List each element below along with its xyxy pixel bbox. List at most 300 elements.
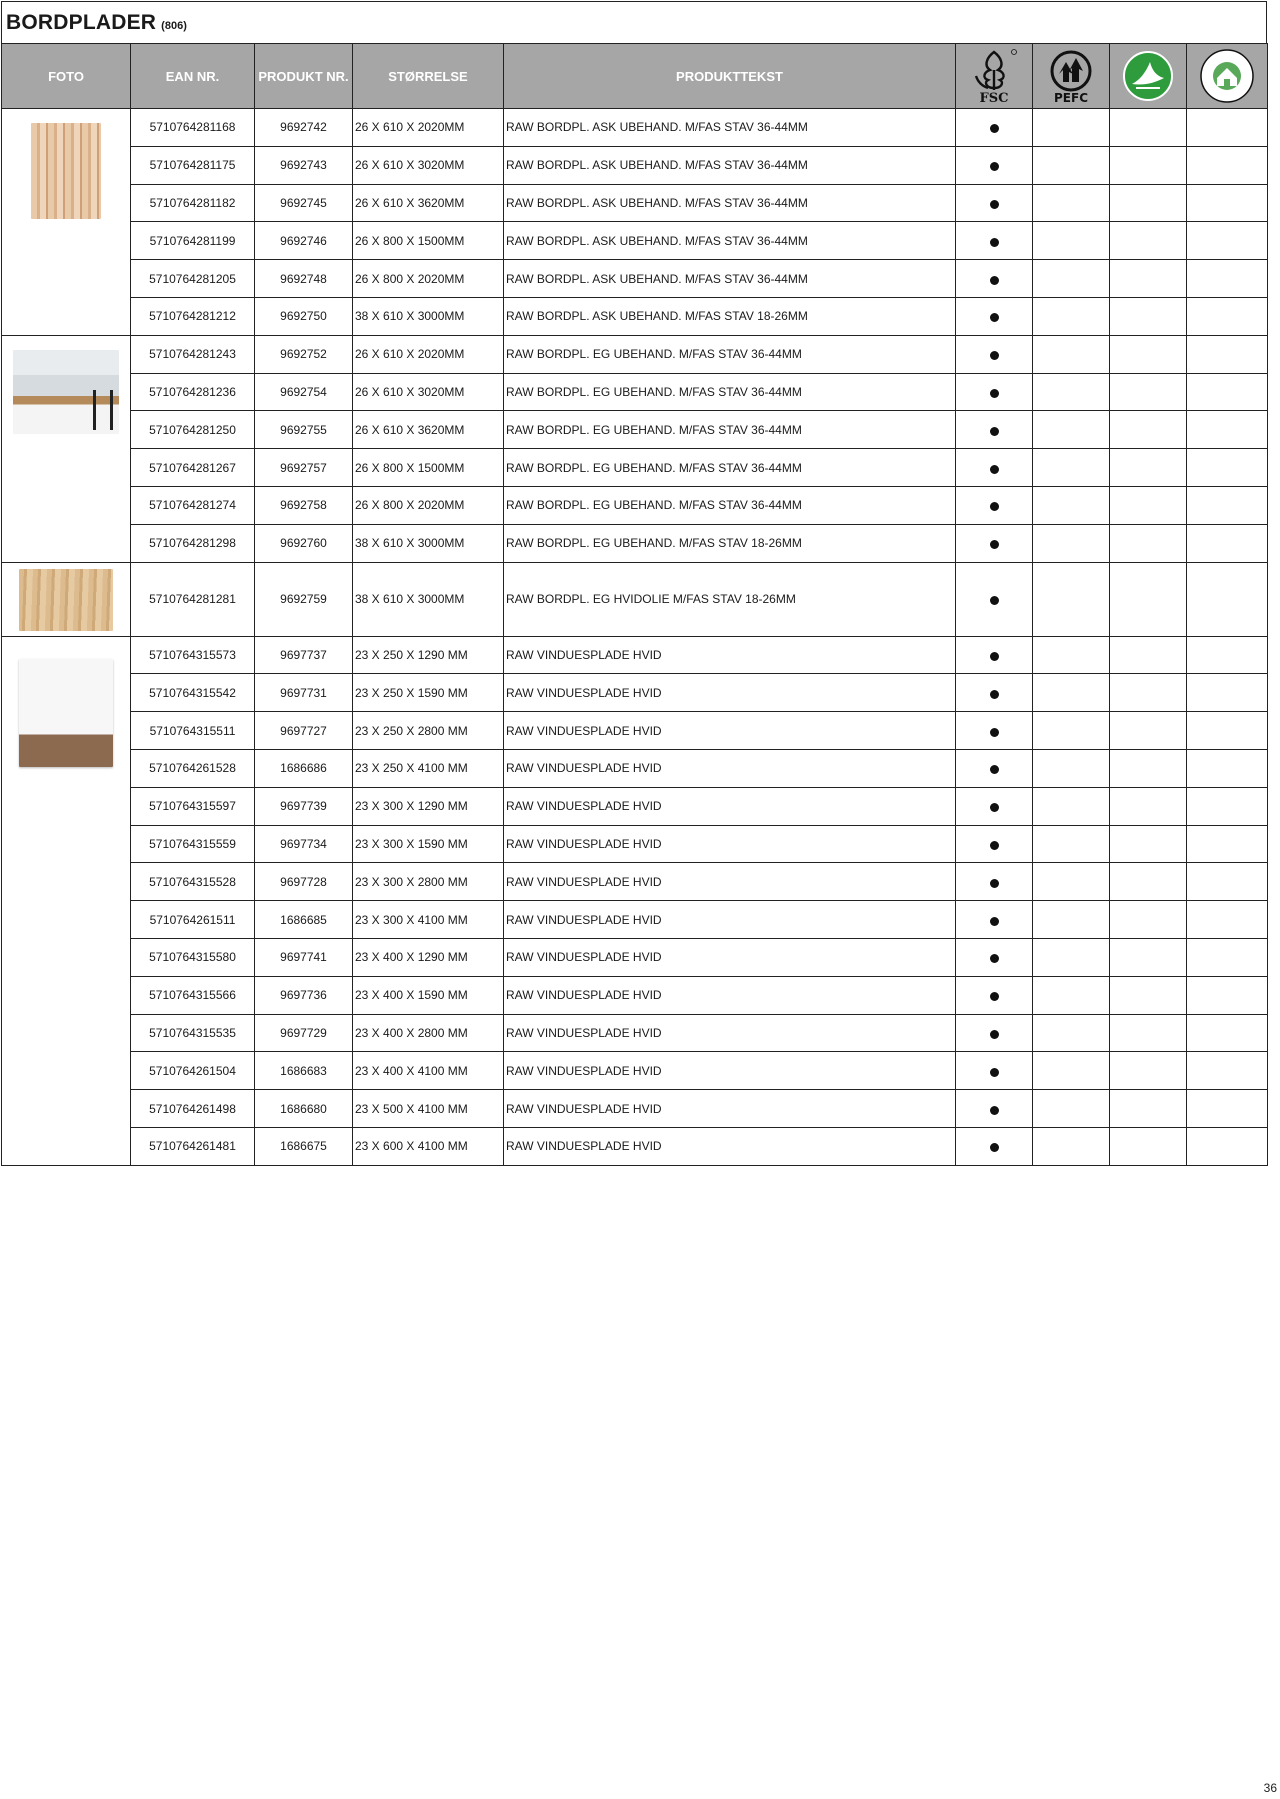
fsc-cell xyxy=(956,184,1033,222)
size-cell: 38 X 610 X 3000MM xyxy=(353,297,504,335)
produkt-nr-cell: 9692757 xyxy=(255,449,353,487)
fsc-cell xyxy=(956,449,1033,487)
produkttekst-cell: RAW VINDUESPLADE HVID xyxy=(504,825,956,863)
page-number: 36 xyxy=(1263,1781,1277,1795)
table-row xyxy=(2,297,1268,335)
size-cell: 23 X 600 X 4100 MM xyxy=(353,1127,504,1165)
nordic-swan-logo-icon xyxy=(1122,50,1174,102)
produkttekst-cell: RAW BORDPL. EG UBEHAND. M/FAS STAV 36-44MM xyxy=(504,411,956,449)
ean-cell: 5710764281243 xyxy=(131,335,255,373)
fsc-certified-dot-icon xyxy=(990,313,999,322)
pefc-cell xyxy=(1033,749,1110,787)
climate-cell xyxy=(1187,222,1268,260)
pefc-cell xyxy=(1033,146,1110,184)
produkt-nr-cell: 9697739 xyxy=(255,787,353,825)
size-cell: 23 X 300 X 1590 MM xyxy=(353,825,504,863)
pefc-cell xyxy=(1033,524,1110,562)
fsc-cell xyxy=(956,938,1033,976)
fsc-cell xyxy=(956,1014,1033,1052)
fsc-cell xyxy=(956,411,1033,449)
size-cell: 23 X 250 X 1290 MM xyxy=(353,636,504,674)
produkt-nr-cell: 1686686 xyxy=(255,749,353,787)
size-cell: 23 X 250 X 1590 MM xyxy=(353,674,504,712)
swan-cell xyxy=(1110,260,1187,298)
climate-cell xyxy=(1187,901,1268,939)
produkt-nr-cell: 9697728 xyxy=(255,863,353,901)
fsc-cell xyxy=(956,901,1033,939)
ean-cell: 5710764281298 xyxy=(131,524,255,562)
fsc-cell xyxy=(956,562,1033,636)
climate-cell xyxy=(1187,674,1268,712)
produkt-nr-cell: 9697731 xyxy=(255,674,353,712)
ean-cell: 5710764315542 xyxy=(131,674,255,712)
swan-cell xyxy=(1110,901,1187,939)
fsc-certified-dot-icon xyxy=(990,124,999,133)
swan-cell xyxy=(1110,976,1187,1014)
climate-cell xyxy=(1187,562,1268,636)
produkttekst-cell: RAW VINDUESPLADE HVID xyxy=(504,787,956,825)
ean-cell: 5710764281182 xyxy=(131,184,255,222)
fsc-cell xyxy=(956,335,1033,373)
eg-kitchen-photo xyxy=(13,350,119,434)
produkt-nr-cell: 9692758 xyxy=(255,486,353,524)
ean-cell: 5710764281236 xyxy=(131,373,255,411)
climate-cell xyxy=(1187,1090,1268,1128)
fsc-certified-dot-icon xyxy=(990,389,999,398)
foto-cell xyxy=(2,636,131,1165)
pefc-cell xyxy=(1033,787,1110,825)
climate-cell xyxy=(1187,825,1268,863)
fsc-certified-dot-icon xyxy=(990,1068,999,1077)
product-table xyxy=(1,43,1268,1166)
swan-cell xyxy=(1110,938,1187,976)
table-row xyxy=(2,373,1268,411)
fsc-certified-dot-icon xyxy=(990,841,999,850)
ean-cell: 5710764281199 xyxy=(131,222,255,260)
swan-cell xyxy=(1110,1090,1187,1128)
produkttekst-cell: RAW VINDUESPLADE HVID xyxy=(504,636,956,674)
climate-cell xyxy=(1187,486,1268,524)
ean-cell: 5710764281267 xyxy=(131,449,255,487)
ean-cell: 5710764261481 xyxy=(131,1127,255,1165)
climate-cell xyxy=(1187,335,1268,373)
table-row xyxy=(2,674,1268,712)
fsc-cell xyxy=(956,636,1033,674)
fsc-certified-dot-icon xyxy=(990,200,999,209)
pefc-cell xyxy=(1033,976,1110,1014)
swan-cell xyxy=(1110,562,1187,636)
fsc-cell xyxy=(956,1052,1033,1090)
swan-cell xyxy=(1110,184,1187,222)
fsc-certified-dot-icon xyxy=(990,1143,999,1152)
table-row xyxy=(2,562,1268,636)
table-row xyxy=(2,712,1268,750)
table-row xyxy=(2,636,1268,674)
fsc-cell xyxy=(956,222,1033,260)
indoor-climate-label-icon xyxy=(1199,48,1255,104)
produkt-nr-cell: 9692754 xyxy=(255,373,353,411)
fsc-certified-dot-icon xyxy=(990,690,999,699)
size-cell: 26 X 610 X 2020MM xyxy=(353,109,504,147)
table-row xyxy=(2,411,1268,449)
swan-cell xyxy=(1110,109,1187,147)
fsc-cell xyxy=(956,825,1033,863)
header-pefc xyxy=(1033,44,1110,109)
fsc-certified-dot-icon xyxy=(990,879,999,888)
ean-cell: 5710764281281 xyxy=(131,562,255,636)
swan-cell xyxy=(1110,373,1187,411)
ean-cell: 5710764315528 xyxy=(131,863,255,901)
pefc-cell xyxy=(1033,411,1110,449)
pefc-cell xyxy=(1033,222,1110,260)
fsc-certified-dot-icon xyxy=(990,162,999,171)
size-cell: 26 X 800 X 1500MM xyxy=(353,222,504,260)
climate-cell xyxy=(1187,976,1268,1014)
ean-cell: 5710764281175 xyxy=(131,146,255,184)
produkt-nr-cell: 9692750 xyxy=(255,297,353,335)
header-climate xyxy=(1187,44,1268,109)
pefc-cell xyxy=(1033,1052,1110,1090)
fsc-cell xyxy=(956,712,1033,750)
size-cell: 23 X 400 X 1290 MM xyxy=(353,938,504,976)
ean-cell: 5710764315580 xyxy=(131,938,255,976)
table-row xyxy=(2,449,1268,487)
climate-cell xyxy=(1187,1127,1268,1165)
pefc-cell xyxy=(1033,486,1110,524)
pefc-cell xyxy=(1033,109,1110,147)
produkt-nr-cell: 9692745 xyxy=(255,184,353,222)
svg-text:FSC: FSC xyxy=(979,91,1009,104)
produkttekst-cell: RAW BORDPL. EG UBEHAND. M/FAS STAV 36-44MM xyxy=(504,335,956,373)
pefc-cell xyxy=(1033,184,1110,222)
table-row xyxy=(2,184,1268,222)
fsc-certified-dot-icon xyxy=(990,954,999,963)
fsc-cell xyxy=(956,674,1033,712)
swan-cell xyxy=(1110,674,1187,712)
pefc-cell xyxy=(1033,1090,1110,1128)
size-cell: 26 X 610 X 3620MM xyxy=(353,411,504,449)
header-ean: EAN NR. xyxy=(131,44,255,109)
climate-cell xyxy=(1187,297,1268,335)
swan-cell xyxy=(1110,1052,1187,1090)
header-swan xyxy=(1110,44,1187,109)
swan-cell xyxy=(1110,297,1187,335)
fsc-certified-dot-icon xyxy=(990,652,999,661)
produkt-nr-cell: 9697734 xyxy=(255,825,353,863)
fsc-cell xyxy=(956,260,1033,298)
header-row xyxy=(2,44,1268,109)
climate-cell xyxy=(1187,449,1268,487)
produkt-nr-cell: 9692742 xyxy=(255,109,353,147)
ean-cell: 5710764315559 xyxy=(131,825,255,863)
size-cell: 23 X 250 X 4100 MM xyxy=(353,749,504,787)
fsc-cell xyxy=(956,863,1033,901)
table-row xyxy=(2,109,1268,147)
pefc-cell xyxy=(1033,373,1110,411)
swan-cell xyxy=(1110,863,1187,901)
produkt-nr-cell: 9697737 xyxy=(255,636,353,674)
pefc-cell xyxy=(1033,674,1110,712)
size-cell: 38 X 610 X 3000MM xyxy=(353,562,504,636)
climate-cell xyxy=(1187,184,1268,222)
table-row xyxy=(2,1052,1268,1090)
table-row xyxy=(2,749,1268,787)
fsc-cell xyxy=(956,486,1033,524)
table-row xyxy=(2,825,1268,863)
header-produkttekst: PRODUKTTEKST xyxy=(504,44,956,109)
ean-cell: 5710764281205 xyxy=(131,260,255,298)
climate-cell xyxy=(1187,146,1268,184)
size-cell: 26 X 800 X 1500MM xyxy=(353,449,504,487)
pefc-cell xyxy=(1033,562,1110,636)
swan-cell xyxy=(1110,524,1187,562)
produkt-nr-cell: 9692759 xyxy=(255,562,353,636)
size-cell: 26 X 610 X 2020MM xyxy=(353,335,504,373)
fsc-certified-dot-icon xyxy=(990,238,999,247)
climate-cell xyxy=(1187,938,1268,976)
produkttekst-cell: RAW VINDUESPLADE HVID xyxy=(504,1090,956,1128)
produkt-nr-cell: 9697729 xyxy=(255,1014,353,1052)
produkt-nr-cell: 9692752 xyxy=(255,335,353,373)
produkttekst-cell: RAW BORDPL. EG UBEHAND. M/FAS STAV 36-44MM xyxy=(504,449,956,487)
pefc-cell xyxy=(1033,449,1110,487)
ean-cell: 5710764315566 xyxy=(131,976,255,1014)
produkt-nr-cell: 9697727 xyxy=(255,712,353,750)
produkttekst-cell: RAW BORDPL. ASK UBEHAND. M/FAS STAV 36-44MM xyxy=(504,146,956,184)
fsc-cell xyxy=(956,1090,1033,1128)
produkttekst-cell: RAW BORDPL. EG HVIDOLIE M/FAS STAV 18-26MM xyxy=(504,562,956,636)
climate-cell xyxy=(1187,863,1268,901)
table-row xyxy=(2,901,1268,939)
fsc-certified-dot-icon xyxy=(990,1106,999,1115)
size-cell: 26 X 610 X 3020MM xyxy=(353,146,504,184)
swan-cell xyxy=(1110,335,1187,373)
fsc-certified-dot-icon xyxy=(990,465,999,474)
fsc-cell xyxy=(956,524,1033,562)
produkttekst-cell: RAW BORDPL. ASK UBEHAND. M/FAS STAV 36-44MM xyxy=(504,260,956,298)
pefc-cell xyxy=(1033,863,1110,901)
climate-cell xyxy=(1187,749,1268,787)
ean-cell: 5710764261498 xyxy=(131,1090,255,1128)
produkttekst-cell: RAW VINDUESPLADE HVID xyxy=(504,901,956,939)
page-title: BORDPLADER xyxy=(6,10,157,34)
produkttekst-cell: RAW BORDPL. ASK UBEHAND. M/FAS STAV 36-44MM xyxy=(504,109,956,147)
size-cell: 23 X 500 X 4100 MM xyxy=(353,1090,504,1128)
pefc-cell xyxy=(1033,260,1110,298)
ean-cell: 5710764315597 xyxy=(131,787,255,825)
ean-cell: 5710764315511 xyxy=(131,712,255,750)
fsc-certified-dot-icon xyxy=(990,917,999,926)
size-cell: 23 X 300 X 1290 MM xyxy=(353,787,504,825)
pefc-cell xyxy=(1033,825,1110,863)
pefc-cell xyxy=(1033,938,1110,976)
header-fsc xyxy=(956,44,1033,109)
ean-cell: 5710764281250 xyxy=(131,411,255,449)
ean-cell: 5710764281212 xyxy=(131,297,255,335)
size-cell: 23 X 300 X 4100 MM xyxy=(353,901,504,939)
swan-cell xyxy=(1110,787,1187,825)
fsc-cell xyxy=(956,146,1033,184)
table-row xyxy=(2,938,1268,976)
produkt-nr-cell: 1686685 xyxy=(255,901,353,939)
size-cell: 26 X 800 X 2020MM xyxy=(353,260,504,298)
category-code: (806) xyxy=(161,19,187,32)
produkttekst-cell: RAW VINDUESPLADE HVID xyxy=(504,1052,956,1090)
eg-hvidolie-photo xyxy=(19,569,113,631)
fsc-cell xyxy=(956,749,1033,787)
produkt-nr-cell: 9692748 xyxy=(255,260,353,298)
swan-cell xyxy=(1110,411,1187,449)
foto-cell xyxy=(2,335,131,562)
produkttekst-cell: RAW BORDPL. EG UBEHAND. M/FAS STAV 36-44MM xyxy=(504,373,956,411)
ean-cell: 5710764261504 xyxy=(131,1052,255,1090)
fsc-certified-dot-icon xyxy=(990,276,999,285)
produkttekst-cell: RAW BORDPL. ASK UBEHAND. M/FAS STAV 36-44MM xyxy=(504,184,956,222)
climate-cell xyxy=(1187,636,1268,674)
produkt-nr-cell: 9692755 xyxy=(255,411,353,449)
climate-cell xyxy=(1187,411,1268,449)
swan-cell xyxy=(1110,486,1187,524)
vinduesplade-photo xyxy=(19,659,113,767)
fsc-certified-dot-icon xyxy=(990,427,999,436)
header-produkt-nr: PRODUKT NR. xyxy=(255,44,353,109)
table-row xyxy=(2,146,1268,184)
table-row xyxy=(2,222,1268,260)
fsc-certified-dot-icon xyxy=(990,1030,999,1039)
fsc-cell xyxy=(956,1127,1033,1165)
pefc-cell xyxy=(1033,297,1110,335)
climate-cell xyxy=(1187,787,1268,825)
size-cell: 38 X 610 X 3000MM xyxy=(353,524,504,562)
table-row xyxy=(2,976,1268,1014)
fsc-certified-dot-icon xyxy=(990,992,999,1001)
fsc-certified-dot-icon xyxy=(990,351,999,360)
produkttekst-cell: RAW VINDUESPLADE HVID xyxy=(504,938,956,976)
fsc-cell xyxy=(956,297,1033,335)
fsc-certified-dot-icon xyxy=(990,765,999,774)
ask-photo xyxy=(31,123,101,219)
climate-cell xyxy=(1187,1052,1268,1090)
size-cell: 26 X 610 X 3620MM xyxy=(353,184,504,222)
size-cell: 23 X 400 X 2800 MM xyxy=(353,1014,504,1052)
fsc-cell xyxy=(956,373,1033,411)
produkttekst-cell: RAW BORDPL. EG UBEHAND. M/FAS STAV 18-26MM xyxy=(504,524,956,562)
pefc-cell xyxy=(1033,712,1110,750)
swan-cell xyxy=(1110,1127,1187,1165)
table-row xyxy=(2,863,1268,901)
size-cell: 23 X 400 X 4100 MM xyxy=(353,1052,504,1090)
produkttekst-cell: RAW VINDUESPLADE HVID xyxy=(504,863,956,901)
swan-cell xyxy=(1110,636,1187,674)
ean-cell: 5710764281274 xyxy=(131,486,255,524)
produkttekst-cell: RAW BORDPL. EG UBEHAND. M/FAS STAV 36-44MM xyxy=(504,486,956,524)
pefc-cell xyxy=(1033,636,1110,674)
produkt-nr-cell: 1686680 xyxy=(255,1090,353,1128)
pefc-logo-icon xyxy=(1044,48,1098,104)
swan-cell xyxy=(1110,712,1187,750)
fsc-certified-dot-icon xyxy=(990,540,999,549)
swan-cell xyxy=(1110,1014,1187,1052)
title-row xyxy=(1,1,1267,43)
table-row xyxy=(2,787,1268,825)
size-cell: 23 X 300 X 2800 MM xyxy=(353,863,504,901)
pefc-cell xyxy=(1033,1127,1110,1165)
swan-cell xyxy=(1110,146,1187,184)
produkttekst-cell: RAW VINDUESPLADE HVID xyxy=(504,1014,956,1052)
table-row xyxy=(2,1090,1268,1128)
foto-cell xyxy=(2,109,131,336)
ean-cell: 5710764261511 xyxy=(131,901,255,939)
swan-cell xyxy=(1110,825,1187,863)
climate-cell xyxy=(1187,109,1268,147)
produkt-nr-cell: 9692746 xyxy=(255,222,353,260)
ean-cell: 5710764315535 xyxy=(131,1014,255,1052)
climate-cell xyxy=(1187,260,1268,298)
size-cell: 23 X 250 X 2800 MM xyxy=(353,712,504,750)
size-cell: 23 X 400 X 1590 MM xyxy=(353,976,504,1014)
fsc-certified-dot-icon xyxy=(990,728,999,737)
produkttekst-cell: RAW VINDUESPLADE HVID xyxy=(504,976,956,1014)
size-cell: 26 X 610 X 3020MM xyxy=(353,373,504,411)
product-table-body xyxy=(2,109,1268,1166)
svg-text:PEFC: PEFC xyxy=(1054,91,1088,104)
fsc-cell xyxy=(956,976,1033,1014)
produkt-nr-cell: 9692743 xyxy=(255,146,353,184)
climate-cell xyxy=(1187,373,1268,411)
produkttekst-cell: RAW VINDUESPLADE HVID xyxy=(504,749,956,787)
produkttekst-cell: RAW VINDUESPLADE HVID xyxy=(504,1127,956,1165)
product-sheet xyxy=(1,1,1267,1166)
produkttekst-cell: RAW VINDUESPLADE HVID xyxy=(504,674,956,712)
header-foto: FOTO xyxy=(2,44,131,109)
foto-cell xyxy=(2,562,131,636)
swan-cell xyxy=(1110,749,1187,787)
swan-cell xyxy=(1110,222,1187,260)
table-row xyxy=(2,1127,1268,1165)
pefc-cell xyxy=(1033,901,1110,939)
table-row xyxy=(2,1014,1268,1052)
fsc-cell xyxy=(956,787,1033,825)
ean-cell: 5710764261528 xyxy=(131,749,255,787)
fsc-certified-dot-icon xyxy=(990,502,999,511)
table-row xyxy=(2,486,1268,524)
produkttekst-cell: RAW BORDPL. ASK UBEHAND. M/FAS STAV 36-44MM xyxy=(504,222,956,260)
fsc-logo-icon xyxy=(968,48,1020,104)
produkt-nr-cell: 9697741 xyxy=(255,938,353,976)
produkt-nr-cell: 1686675 xyxy=(255,1127,353,1165)
fsc-certified-dot-icon xyxy=(990,596,999,605)
pefc-cell xyxy=(1033,1014,1110,1052)
swan-cell xyxy=(1110,449,1187,487)
size-cell: 26 X 800 X 2020MM xyxy=(353,486,504,524)
table-row xyxy=(2,335,1268,373)
ean-cell: 5710764281168 xyxy=(131,109,255,147)
table-row xyxy=(2,524,1268,562)
produkttekst-cell: RAW BORDPL. ASK UBEHAND. M/FAS STAV 18-26MM xyxy=(504,297,956,335)
table-row xyxy=(2,260,1268,298)
produkttekst-cell: RAW VINDUESPLADE HVID xyxy=(504,712,956,750)
header-stoerrelse: STØRRELSE xyxy=(353,44,504,109)
ean-cell: 5710764315573 xyxy=(131,636,255,674)
produkt-nr-cell: 1686683 xyxy=(255,1052,353,1090)
fsc-cell xyxy=(956,109,1033,147)
climate-cell xyxy=(1187,524,1268,562)
climate-cell xyxy=(1187,712,1268,750)
fsc-certified-dot-icon xyxy=(990,803,999,812)
climate-cell xyxy=(1187,1014,1268,1052)
produkt-nr-cell: 9697736 xyxy=(255,976,353,1014)
pefc-cell xyxy=(1033,335,1110,373)
